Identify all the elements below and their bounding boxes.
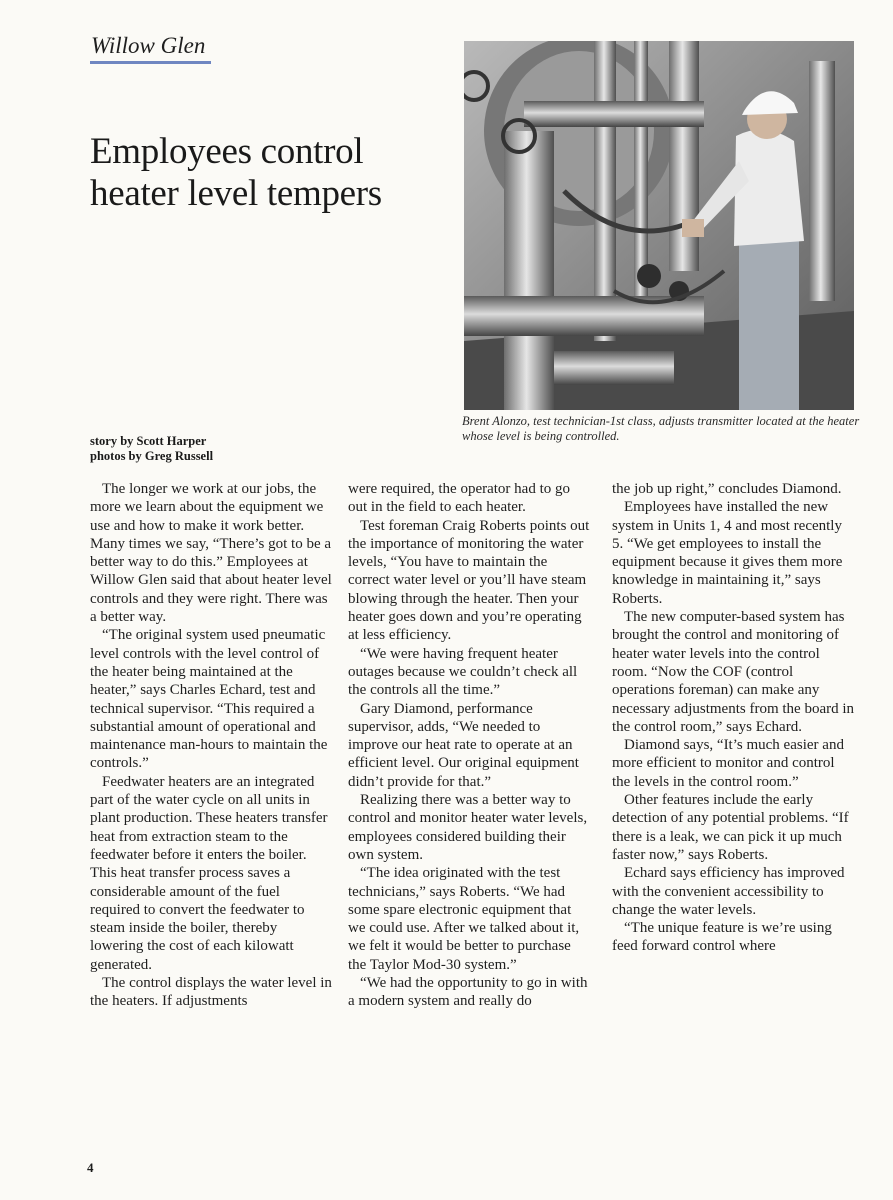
paragraph: “We were having frequent heater outages because we couldn’t check all the controls all the time.” bbox=[348, 645, 578, 699]
headline: Employees control heater level tempers bbox=[90, 131, 382, 214]
article-photo bbox=[464, 41, 854, 410]
article-column-2 bbox=[348, 480, 590, 1011]
paragraph: The longer we work at our jobs, the more we learn about the equipment we use and how to make it work better. Many times we say, “There’s got to be a better way to do this.” Employees at Willow Glen said that about heater level controls and they were right. There was a better way. bbox=[90, 481, 332, 626]
page-number: 4 bbox=[87, 1160, 94, 1175]
photo-caption: Brent Alonzo, test technician-1st class, adjusts transmitter located at the heater whose level is being controlled. bbox=[462, 414, 860, 443]
photo-credit: photos by Greg Russell bbox=[90, 449, 214, 463]
paragraph: Diamond says, “It’s much easier and more efficient to monitor and control the levels in the control room.” bbox=[612, 737, 844, 790]
section-underline bbox=[90, 61, 211, 64]
paragraph: “The idea originated with the test technicians,” says Roberts. “We had some spare electronic equipment that we could use. After we talked about it, we felt it would be better to purchase the Taylor Mod-30 system.” bbox=[348, 865, 580, 973]
paragraph: “We had the opportunity to go in with a modern system and really do bbox=[348, 975, 588, 1010]
story-credit: story by Scott Harper bbox=[90, 434, 207, 448]
paragraph: Echard says efficiency has improved with the convenient accessibility to change the water levels. bbox=[612, 865, 845, 918]
paragraph: were required, the operator had to go out in the field to each heater. bbox=[348, 481, 570, 516]
paragraph: Feedwater heaters are an integrated part of the water cycle on all units in plant production. These heaters transfer heat from extraction steam to the feedwater before it enters the boiler. This heat transfer process saves a considerable amount of the fuel required to convert the feedwater to steam inside the boiler, thereby lowering the cost of each kilowatt generated. bbox=[90, 773, 328, 973]
paragraph: “The unique feature is we’re using feed forward control where bbox=[612, 920, 832, 955]
section-label: Willow Glen bbox=[91, 33, 206, 58]
article-column-1 bbox=[90, 480, 332, 1011]
paragraph: Test foreman Craig Roberts points out the importance of monitoring the water levels, “You have to maintain the correct water level or you’ll have steam blowing through the heater. Then your heater goes down and you’re operating at less efficiency. bbox=[348, 517, 590, 644]
byline bbox=[90, 434, 213, 464]
paragraph: “The original system used pneumatic level controls with the level control of the heater being maintained at the heater,” says Charles Echard, test and technical supervisor. “This required a substantial amount of operational and maintenance man-hours to maintain the controls.” bbox=[90, 627, 328, 772]
paragraph: The new computer-based system has brought the control and monitoring of heater water levels into the control room. “Now the COF (control operations foreman) can make any necessary adjustments from the board in the control room,” says Echard. bbox=[612, 609, 855, 735]
paragraph: The control displays the water level in the heaters. If adjustments bbox=[90, 975, 332, 1010]
paragraph: the job up right,” concludes Diamond. bbox=[612, 481, 842, 497]
paragraph: Gary Diamond, performance supervisor, adds, “We needed to improve our heat rate to operate at an efficient level. Our original equipment didn’t provide for that.” bbox=[348, 700, 579, 790]
paragraph: Realizing there was a better way to control and monitor heater water levels, employees considered building their own system. bbox=[348, 792, 588, 863]
paragraph: Other features include the early detection of any potential problems. “If there is a leak, we can pick it up much faster now,” says Roberts. bbox=[612, 792, 849, 863]
paragraph: Employees have installed the new system in Units 1, 4 and most recently 5. “We get employees to install the equipment because it gives them more knowledge in maintaining it,” says Roberts. bbox=[612, 499, 843, 607]
article-column-3 bbox=[612, 480, 854, 956]
